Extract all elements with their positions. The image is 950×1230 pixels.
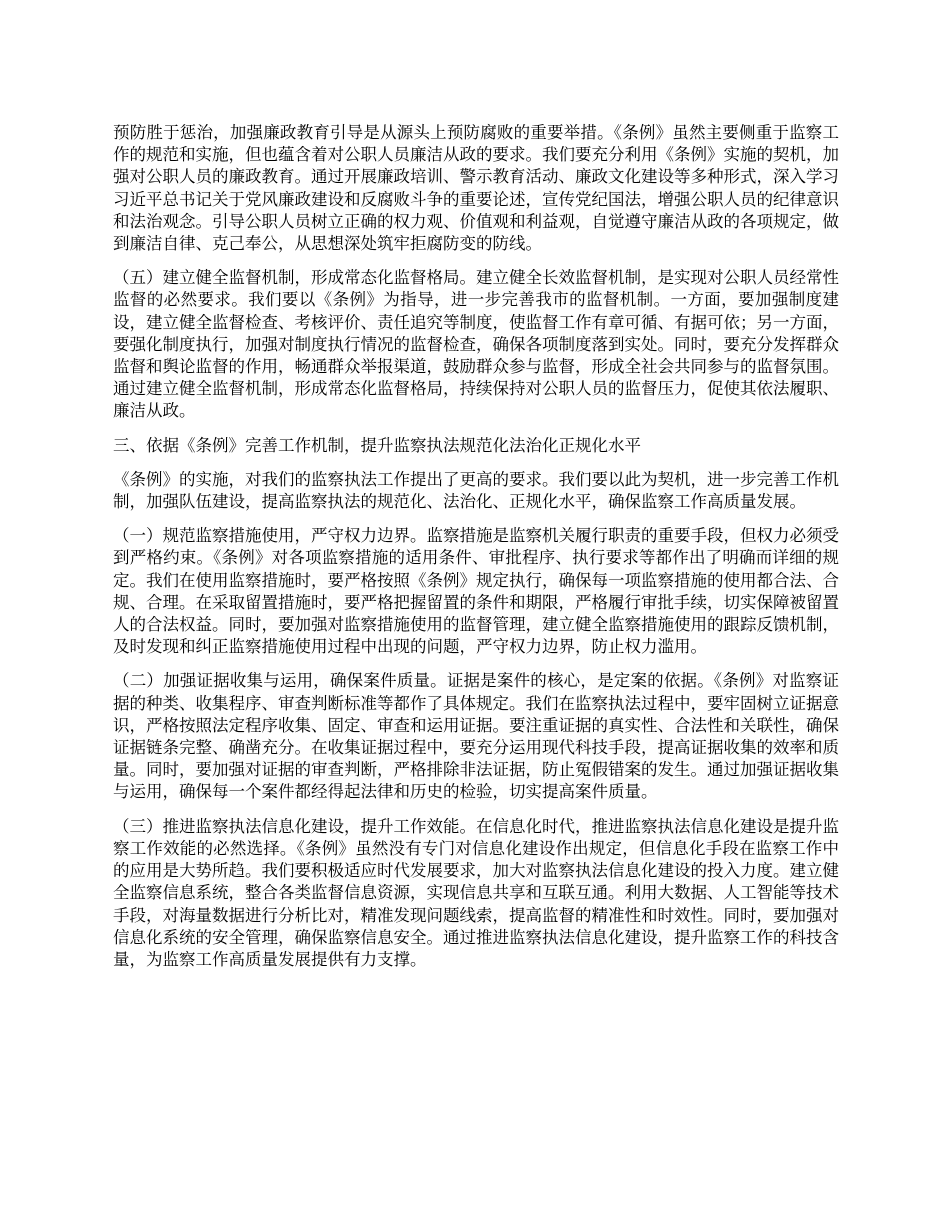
paragraph-informatization: （三）推进监察执法信息化建设，提升工作效能。在信息化时代，推进监察执法信息化建设是提升监察工作效能的必然选择。《条例》虽然没有专门对信息化建设作出规定，但信息化手段在监察工作中的应用是大势所趋。我们要积极适应时代发展要求，加大对监察执法信息化建设的投入力度。建立健全监察信息系统，整合各类监督信息资源，实现信息共享和互联互通。利用大数据、人工智能等技术手段，对海量数据进行分析比对，精准发现问题线索，提高监督的精准性和时效性。同时，要加强对信息化系统的安全管理，确保监察信息安全。通过推进监察执法信息化建设，提升监察工作的科技含量，为监察工作高质量发展提供有力支撑。 <box>113 816 839 969</box>
paragraph-evidence-collection: （二）加强证据收集与运用，确保案件质量。证据是案件的核心，是定案的依据。《条例》对监察证据的种类、收集程序、审查判断标准等都作了具体规定。我们在监察执法过程中，要牢固树立证据意识，严格按照法定程序收集、固定、审查和运用证据。要注重证据的真实性、合法性和关联性，确保证据链条完整、确凿充分。在收集证据过程中，要充分运用现代科技手段，提高证据收集的效率和质量。同时，要加强对证据的审查判断，严格排除非法证据，防止冤假错案的发生。通过加强证据收集与运用，确保每一个案件都经得起法律和历史的检验，切实提高案件质量。 <box>113 671 839 802</box>
paragraph-anti-corruption-education: 预防胜于惩治，加强廉政教育引导是从源头上预防腐败的重要举措。《条例》虽然主要侧重于监察工作的规范和实施，但也蕴含着对公职人员廉洁从政的要求。我们要充分利用《条例》实施的契机，加强对公职人员的廉政教育。通过开展廉政培训、警示教育活动、廉政文化建设等多种形式，深入学习习近平总书记关于党风廉政建设和反腐败斗争的重要论述，宣传党纪国法，增强公职人员的纪律意识和法治观念。引导公职人员树立正确的权力观、价值观和利益观，自觉遵守廉洁从政的各项规定，做到廉洁自律、克己奉公，从思想深处筑牢拒腐防变的防线。 <box>113 123 839 254</box>
document-page <box>113 122 839 983</box>
paragraph-section-intro: 《条例》的实施，对我们的监察执法工作提出了更高的要求。我们要以此为契机，进一步完善工作机制，加强队伍建设，提高监察执法的规范化、法治化、正规化水平，确保监察工作高质量发展。 <box>113 469 839 512</box>
paragraph-supervision-mechanism: （五）建立健全监督机制，形成常态化监督格局。建立健全长效监督机制，是实现对公职人员经常性监督的必然要求。我们要以《条例》为指导，进一步完善我市的监督机制。一方面，要加强制度建设，建立健全监督检查、考核评价、责任追究等制度，使监督工作有章可循、有据可依；另一方面，要强化制度执行，加强对制度执行情况的监督检查，确保各项制度落到实处。同时，要充分发挥群众监督和舆论监督的作用，畅通群众举报渠道，鼓励群众参与监督，形成全社会共同参与的监督氛围。通过建立健全监督机制，形成常态化监督格局，持续保持对公职人员的监督压力，促使其依法履职、廉洁从政。 <box>113 268 839 421</box>
section-heading-three: 三、依据《条例》完善工作机制，提升监察执法规范化法治化正规化水平 <box>113 435 641 455</box>
paragraph-supervision-measures: （一）规范监察措施使用，严守权力边界。监察措施是监察机关履行职责的重要手段，但权力必须受到严格约束。《条例》对各项监察措施的适用条件、审批程序、执行要求等都作出了明确而详细的规定。我们在使用监察措施时，要严格按照《条例》规定执行，确保每一项监察措施的使用都合法、合规、合理。在采取留置措施时，要严格把握留置的条件和期限，严格履行审批手续，切实保障被留置人的合法权益。同时，要加强对监察措施使用的监督管理，建立健全监察措施使用的跟踪反馈机制，及时发现和纠正监察措施使用过程中出现的问题，严守权力边界，防止权力滥用。 <box>113 526 839 657</box>
